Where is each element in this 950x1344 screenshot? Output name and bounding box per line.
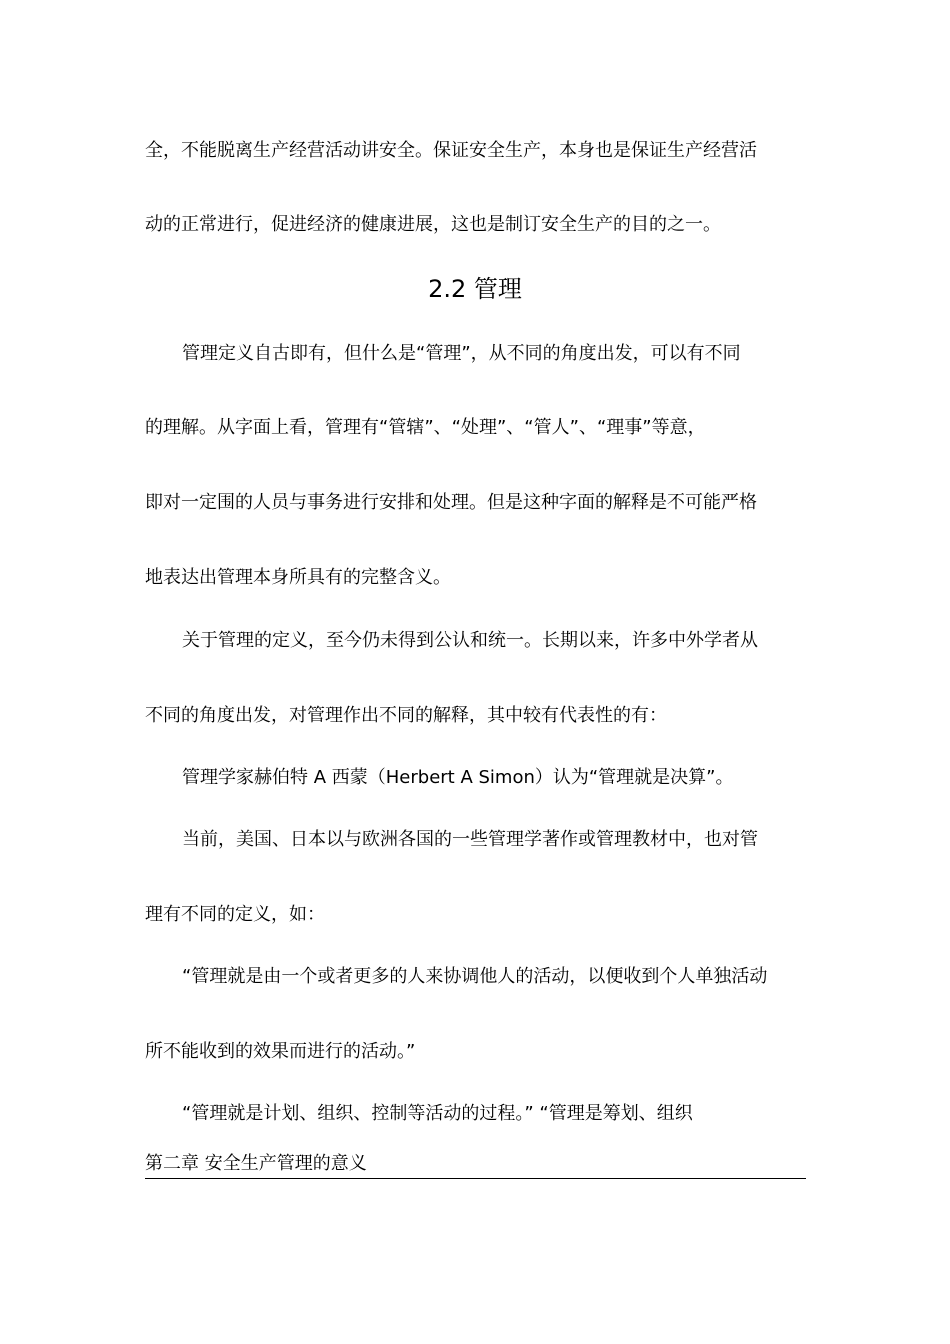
paragraph-line: 即对一定围的人员与事务进行安排和处理。但是这种字面的解释是不可能严格 (145, 492, 757, 513)
paragraph-line: “管理就是计划、组织、控制等活动的过程。” “管理是筹划、组织 (182, 1103, 693, 1124)
paragraph-line: 的理解。从字面上看，管理有“管辖”、“处理”、“管人”、“理事”等意， (145, 417, 706, 438)
paragraph-line: “管理就是由一个或者更多的人来协调他人的活动，以便收到个人单独活动 (182, 966, 768, 987)
paragraph-line: 全，不能脱离生产经营活动讲安全。保证安全生产，本身也是保证生产经营活 (145, 140, 757, 161)
paragraph-line: 关于管理的定义，至今仍未得到公认和统一。长期以来，许多中外学者从 (182, 630, 758, 651)
paragraph-line: 当前，美国、日本以与欧洲各国的一些管理学著作或管理教材中，也对管 (182, 829, 758, 850)
paragraph-line: 地表达出管理本身所具有的完整含义。 (145, 567, 451, 588)
section-heading: 2.2 管理 (428, 275, 522, 303)
paragraph-line: 理有不同的定义，如： (145, 904, 325, 925)
paragraph-line: 管理定义自古即有，但什么是“管理”，从不同的角度出发，可以有不同 (182, 343, 741, 364)
chapter-footer: 第二章 安全生产管理的意义 (145, 1152, 806, 1179)
paragraph-line: 动的正常进行，促进经济的健康进展，这也是制订安全生产的目的之一。 (145, 214, 721, 235)
paragraph-line: 所不能收到的效果而进行的活动。” (145, 1041, 416, 1062)
paragraph-line: 不同的角度出发，对管理作出不同的解释，其中较有代表性的有： (145, 705, 667, 726)
paragraph-line: 管理学家赫伯特 A 西蒙（Herbert A Simon）认为“管理就是决算”。 (182, 767, 734, 788)
